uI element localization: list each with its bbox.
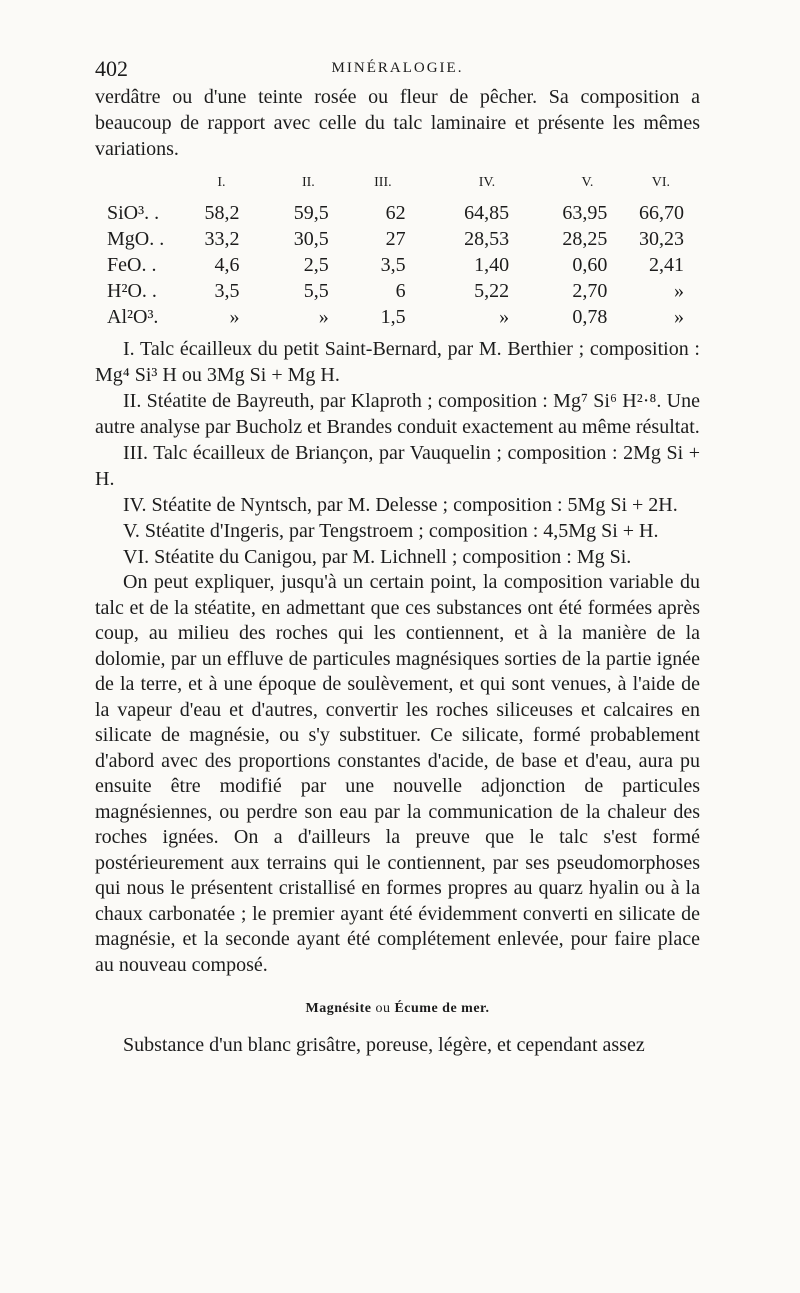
row-label: SiO³. . [107,202,160,224]
table-cell: 4,6 [214,254,240,276]
table-cell: 5,22 [474,280,510,302]
table-row [107,226,700,252]
running-head: MINÉRALOGIE. [331,60,464,76]
table-cell: 0,78 [572,306,608,328]
table-cell: 63,95 [562,202,608,224]
table-cell: 2,70 [572,280,608,302]
table-cell: 5,5 [303,280,329,302]
page-body [95,84,700,1058]
table-cell: 28,25 [562,228,608,250]
column-header: II. [301,175,315,190]
table-cell: 0,60 [572,254,608,276]
table-cell: 30,23 [639,228,684,250]
section-first-line: Substance d'un blanc grisâtre, poreuse, légère, et cependant assez [123,1034,645,1056]
table-cell: 30,5 [293,228,329,250]
column-header: I. [217,175,226,190]
table-cell: » [318,306,329,328]
column-header: III. [374,175,392,190]
table-cell: 66,70 [639,202,684,224]
row-label: MgO. . [107,228,165,250]
table-cell: 2,5 [303,254,329,276]
table-cell: 1,40 [474,254,510,276]
table-cell: 3,5 [380,254,406,276]
column-header: V. [581,175,594,190]
row-label: H²O. . [107,280,157,302]
table-cell: » [229,306,240,328]
table-corner [107,170,178,200]
table-row [107,278,700,304]
table-header-row [107,170,700,200]
table-cell: » [499,306,510,328]
table-cell: 28,53 [464,228,510,250]
table-cell: » [674,306,684,328]
section-heading-main: Magnésite [305,1001,372,1016]
column-header: IV. [478,175,496,190]
section-heading [95,996,700,1022]
analysis-note: V. Stéatite d'Ingeris, par Tengstroem ; composition : 4,5Mg Si + H. [123,520,659,542]
analysis-note: II. Stéatite de Bayreuth, par Klaproth ; composition : Mg⁷ Si⁶ H²·⁸. Une autre analyse par Bucholz et Brandes conduit exactement au même résultat. [95,390,700,438]
row-label: FeO. . [107,254,157,276]
table-cell: 27 [385,228,406,250]
table-row [107,304,700,330]
analysis-note: III. Talc écailleux de Briançon, par Vauquelin ; composition : 2Mg Si + H. [95,442,700,490]
analysis-note: VI. Stéatite du Canigou, par M. Lichnell ; composition : Mg Si. [123,546,632,568]
composition-table [107,170,700,330]
table-cell: 6 [395,280,406,302]
column-header: VI. [651,175,670,190]
page-number: 402 [95,56,128,81]
table-cell: » [674,280,684,302]
analysis-note: IV. Stéatite de Nyntsch, par M. Delesse ; composition : 5Mg Si + 2H. [123,494,678,516]
table-cell: 59,5 [293,202,329,224]
table-cell: 62 [385,202,406,224]
page-header [95,56,700,80]
table-cell: 58,2 [204,202,240,224]
table-row [107,200,700,226]
intro-paragraph: verdâtre ou d'une teinte rosée ou fleur de pêcher. Sa composition a beaucoup de rapport avec celle du talc laminaire et présente les mêmes variations. [95,86,700,160]
row-label: Al²O³. [107,306,159,328]
table-row [107,252,700,278]
body-paragraph: On peut expliquer, jusqu'à un certain point, la composition variable du talc et de la stéatite, en admettant que ces substances ont été formées après coup, au milieu des roches qui les contiennent, et à la manière de la dolomie, par un effluve de particules magnésiques sorties de la partie ignée de la terre, et à une époque de soulèvement, et qui sont venues, à l'aide de la vapeur d'eau et d'autres, convertir les roches siliceuses et calcaires en silicate de magnésie, ou s'y substituer. Ce silicate, formé probablement d'abord avec des proportions constantes d'acide, de base et d'eau, aura pu ensuite être modifié par une nouvelle adjonction de particules magnésiennes, ou perdre son eau par la communication de la chaleur des roches ignées. On a d'ailleurs la preuve que le talc s'est formé postérieurement aux terrains qui le contiennent, par ses pseudomorphoses qui nous le présentent cristallisé en formes propres au quarz hyalin ou à la chaux carbonatée ; le premier ayant été évidemment converti en silicate de magnésie, et la seconde ayant été complétement enlevée, pour faire place au nouveau composé. [95,571,700,976]
table-cell: 33,2 [204,228,240,250]
section-heading-joiner: ou [375,1001,391,1016]
section-heading-rest: Écume de mer. [394,1001,490,1016]
analysis-notes [95,336,700,570]
table-cell: 2,41 [649,254,684,276]
table-cell: 3,5 [214,280,240,302]
table-cell: 64,85 [464,202,510,224]
analysis-note: I. Talc écailleux du petit Saint-Bernard, par M. Berthier ; composition : Mg⁴ Si³ H ou 3Mg Si + Mg H. [95,338,700,386]
table-cell: 1,5 [380,306,406,328]
